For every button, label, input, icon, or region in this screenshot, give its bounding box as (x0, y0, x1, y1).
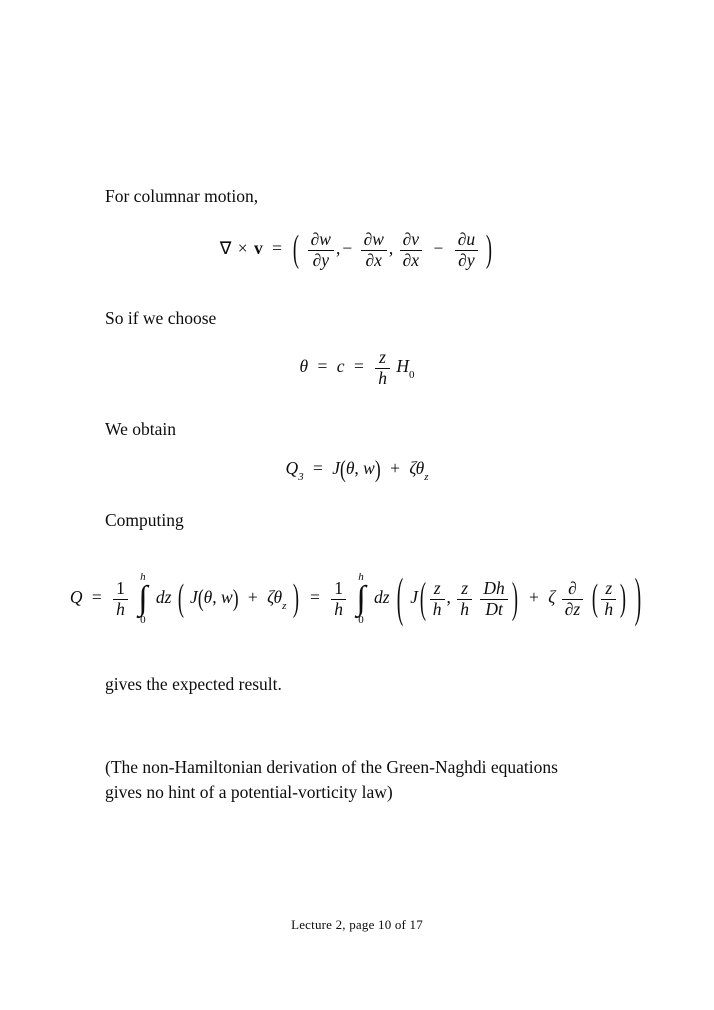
fraction-numerator: ∂w (310, 229, 331, 249)
minus-sign: − (342, 238, 353, 259)
equation-q3 (0, 454, 714, 483)
zeta-symbol: ζ (267, 587, 274, 608)
theta-symbol: θ (345, 458, 355, 478)
outer-right-paren: ) (635, 565, 642, 628)
plus-sign: + (247, 587, 258, 608)
paragraph-columnar-motion: For columnar motion, (105, 186, 259, 206)
fraction-Dh-Dt (480, 579, 507, 619)
integral-lower-limit: 0 (358, 614, 364, 627)
integral-with-limits (138, 572, 147, 626)
fraction-denominator: ∂z (562, 599, 583, 620)
fraction-numerator: 1 (116, 578, 125, 599)
equals-sign: = (272, 238, 283, 259)
paragraph-note-line1: (The non-Hamiltonian derivation of the Green-Naghdi equations (105, 757, 558, 777)
fraction-denominator: ∂y (455, 250, 478, 271)
left-paren: ( (177, 576, 184, 620)
page-footer: Lecture 2, page 10 of 17 (291, 917, 423, 932)
fraction-numerator: z (433, 578, 441, 599)
fraction-denominator: h (331, 599, 346, 620)
comma: , (335, 238, 341, 259)
fraction-numerator: z (461, 578, 469, 599)
comma: , (354, 458, 359, 478)
jacobian-J: J (410, 587, 418, 608)
equals-sign: = (312, 458, 323, 478)
paragraph-note-line2: gives no hint of a potential-vorticity law) (105, 782, 393, 802)
fraction-z-h (601, 579, 616, 619)
plus-sign: + (529, 587, 539, 608)
equals-sign: = (91, 587, 102, 608)
equation-curl (0, 226, 714, 270)
subscript-three: 3 (298, 471, 304, 483)
left-paren: ( (293, 226, 300, 270)
fraction-numerator: Dh (483, 578, 505, 599)
integral-sign: ∫ (356, 580, 366, 617)
fraction-denominator: Dt (480, 599, 507, 620)
minus-sign: − (433, 238, 444, 259)
right-paren: ) (374, 454, 381, 483)
zeta-symbol: ζ (548, 587, 556, 608)
variable-H: H (396, 356, 409, 377)
fraction-dv-dx (400, 230, 422, 270)
fraction-numerator: ∂u (457, 229, 476, 249)
nabla-symbol: ∇ (219, 238, 232, 259)
fraction-denominator: ∂x (361, 250, 387, 271)
fraction-z-h (375, 348, 390, 388)
fraction-denominator: h (375, 368, 390, 389)
integral-with-limits (356, 572, 365, 626)
fraction-denominator: ∂y (308, 250, 334, 271)
jacobian-J: J (190, 587, 198, 608)
fraction-partial-z (562, 579, 583, 619)
fraction-numerator: ∂w (363, 229, 384, 249)
fraction-denominator: ∂x (400, 250, 422, 271)
equals-sign: = (353, 356, 364, 377)
equals-sign: = (317, 356, 328, 377)
right-paren: ) (292, 576, 299, 620)
subscript-z: z (424, 471, 429, 483)
differential-dz: dz (374, 587, 390, 608)
fraction-denominator: h (113, 599, 128, 620)
left-paren: ( (197, 584, 204, 613)
fraction-1-h (331, 579, 346, 619)
fraction-z-h (457, 579, 472, 619)
outer-left-paren: ( (396, 565, 404, 628)
theta-symbol: θ (203, 587, 213, 608)
jacobian-J: J (332, 458, 340, 478)
integral-upper-limit: h (140, 571, 146, 583)
paragraph-computing: Computing (105, 510, 184, 530)
left-paren: ( (419, 572, 426, 623)
comma: , (212, 587, 217, 608)
velocity-vector: v (254, 238, 263, 259)
integral-lower-limit: 0 (140, 614, 146, 627)
variable-w: w (221, 587, 233, 608)
theta-symbol: θ (415, 458, 425, 478)
fraction-z-h (430, 579, 445, 619)
equation-q-integral (0, 565, 714, 628)
fraction-numerator: z (605, 578, 613, 599)
equation-theta (0, 348, 714, 388)
right-paren: ) (511, 572, 518, 623)
fraction-numerator: z (379, 347, 386, 367)
comma: , (446, 587, 451, 608)
equals-sign: = (309, 587, 320, 608)
fraction-dw-dy (308, 230, 334, 270)
plus-sign: + (390, 458, 400, 478)
paragraph-expected-result: gives the expected result. (105, 674, 282, 694)
variable-Q: Q (285, 458, 299, 478)
paragraph-so-if-we-choose: So if we choose (105, 308, 217, 328)
fraction-numerator: ∂ (568, 578, 577, 599)
fraction-denominator: h (601, 599, 616, 620)
cross-product-symbol: × (237, 238, 248, 259)
fraction-du-dy (455, 230, 478, 270)
zeta-symbol: ζ (409, 458, 416, 478)
integral-sign: ∫ (138, 580, 148, 617)
variable-Q: Q (69, 587, 83, 608)
variable-c: c (336, 356, 345, 377)
fraction-denominator: h (457, 599, 472, 620)
theta-symbol: θ (299, 356, 309, 377)
left-paren: ( (591, 576, 598, 620)
right-paren: ) (620, 576, 627, 620)
integral-upper-limit: h (358, 571, 364, 583)
paragraph-we-obtain: We obtain (105, 419, 176, 439)
subscript-z: z (282, 600, 287, 613)
fraction-numerator: ∂v (402, 229, 420, 249)
right-paren: ) (232, 584, 239, 613)
differential-dz: dz (155, 587, 172, 608)
variable-w: w (363, 458, 375, 478)
comma: , (388, 238, 394, 259)
subscript-zero: 0 (408, 369, 415, 382)
left-paren: ( (339, 454, 346, 483)
fraction-numerator: 1 (334, 578, 343, 599)
right-paren: ) (486, 226, 493, 270)
fraction-dw-dx (361, 230, 387, 270)
fraction-1-h (113, 579, 128, 619)
fraction-denominator: h (430, 599, 445, 620)
theta-symbol: θ (273, 587, 283, 608)
